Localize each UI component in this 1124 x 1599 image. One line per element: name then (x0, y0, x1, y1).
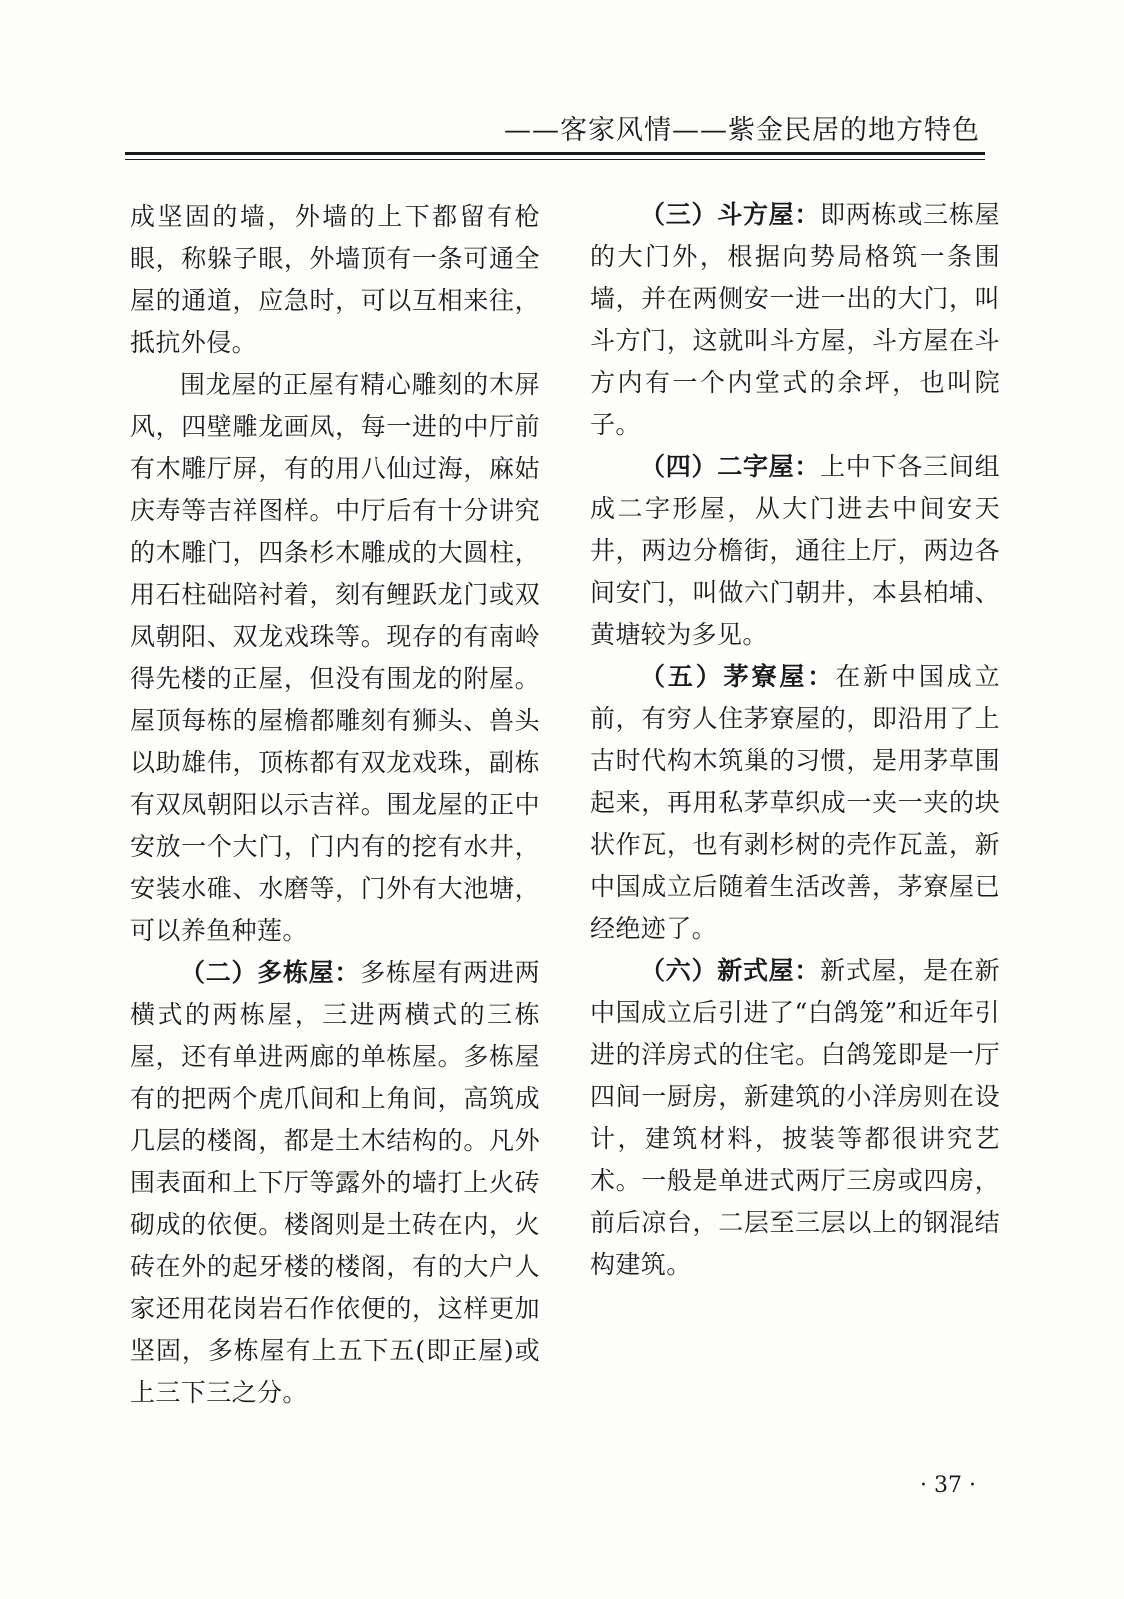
section-text-doufangwu: 即两栋或三栋屋的大门外，根据向势局格筑一条围墙，并在两侧安一进一出的大门，叫斗方门，这就叫斗方屋，斗方屋在斗方内有一个内堂式的余坪，也叫院子。 (590, 200, 1000, 439)
paragraph-weilongwu: 围龙屋的正屋有精心雕刻的木屏风，四壁雕龙画凤，每一进的中厅前有木雕厅屏，有的用八仙过海，麻姑庆寿等吉祥图样。中厅后有十分讲究的木雕门，四条杉木雕成的大圆柱，用石柱础陪衬着，刻有鲤跃龙门或双凤朝阳、双龙戏珠等。现存的有南岭得先楼的正屋，但没有围龙的附屋。屋顶每栋的屋檐都雕刻有狮头、兽头以助雄伟，顶栋都有双龙戏珠，副栋有双凤朝阳以示吉祥。围龙屋的正中安放一个大门，门内有的挖有水井，安装水碓、水磨等，门外有大池塘，可以养鱼种莲。 (130, 370, 540, 945)
section-doufangwu (590, 194, 1000, 446)
section-heading-erziwu: （四）二字屋： (640, 452, 821, 481)
section-maoliaowu (590, 656, 1000, 950)
header-rule-thin (125, 159, 985, 160)
left-column (130, 196, 540, 1414)
section-text-duodongwu: 多栋屋有两进两横式的两栋屋，三进两横式的三栋屋，还有单进两廊的单栋屋。多栋屋有的把两个虎爪间和上角间，高筑成几层的楼阁，都是土木结构的。凡外围表面和上下厅等露外的墙打上火砖砌成的依便。楼阁则是土砖在内，火砖在外的起牙楼的楼阁，有的大户人家还用花岗岩石作依便的，这样更加坚固，多栋屋有上五下五(即正屋)或上三下三之分。 (130, 958, 540, 1407)
right-column (590, 194, 1000, 1286)
section-text-xinshiwu: 新式屋，是在新中国成立后引进了“白鸽笼”和近年引进的洋房式的住宅。白鸽笼即是一厅四间一厨房，新建筑的小洋房则在设计，建筑材料，披装等都很讲究艺术。一般是单进式两厅三房或四房，前后凉台，二层至三层以上的钢混结构建筑。 (590, 956, 1000, 1279)
section-text-maoliaowu: 在新中国成立前，有穷人住茅寮屋的，即沿用了上古时代构木筑巢的习惯，是用茅草围起来，再用私茅草织成一夹一夹的块状作瓦，也有剥杉树的壳作瓦盖，新中国成立后随着生活改善，茅寮屋已经绝迹了。 (590, 662, 1000, 943)
section-text-erziwu: 上中下各三间组成二字形屋，从大门进去中间安天井，两边分檐街，通往上厅，两边各间安门，叫做六门朝井，本县柏埔、黄塘较为多见。 (590, 452, 1000, 649)
section-duodongwu (130, 952, 540, 1414)
paragraph-continued: 成坚固的墙，外墙的上下都留有枪眼，称躲子眼，外墙顶有一条可通全屋的通道，应急时，可以互相来往，抵抗外侵。 (130, 202, 540, 357)
page-number: · 37 · (920, 1473, 976, 1498)
running-header: ——客家风情——紫金民居的地方特色 (504, 115, 980, 146)
section-erziwu (590, 446, 1000, 656)
header-rule-thick (125, 152, 985, 155)
section-heading-duodongwu: （二）多栋屋： (180, 958, 361, 987)
section-heading-doufangwu: （三）斗方屋： (640, 200, 821, 229)
section-heading-xinshiwu: （六）新式屋： (640, 956, 821, 985)
section-heading-maoliaowu: （五）茅寮屋： (640, 662, 836, 691)
section-xinshiwu (590, 950, 1000, 1286)
